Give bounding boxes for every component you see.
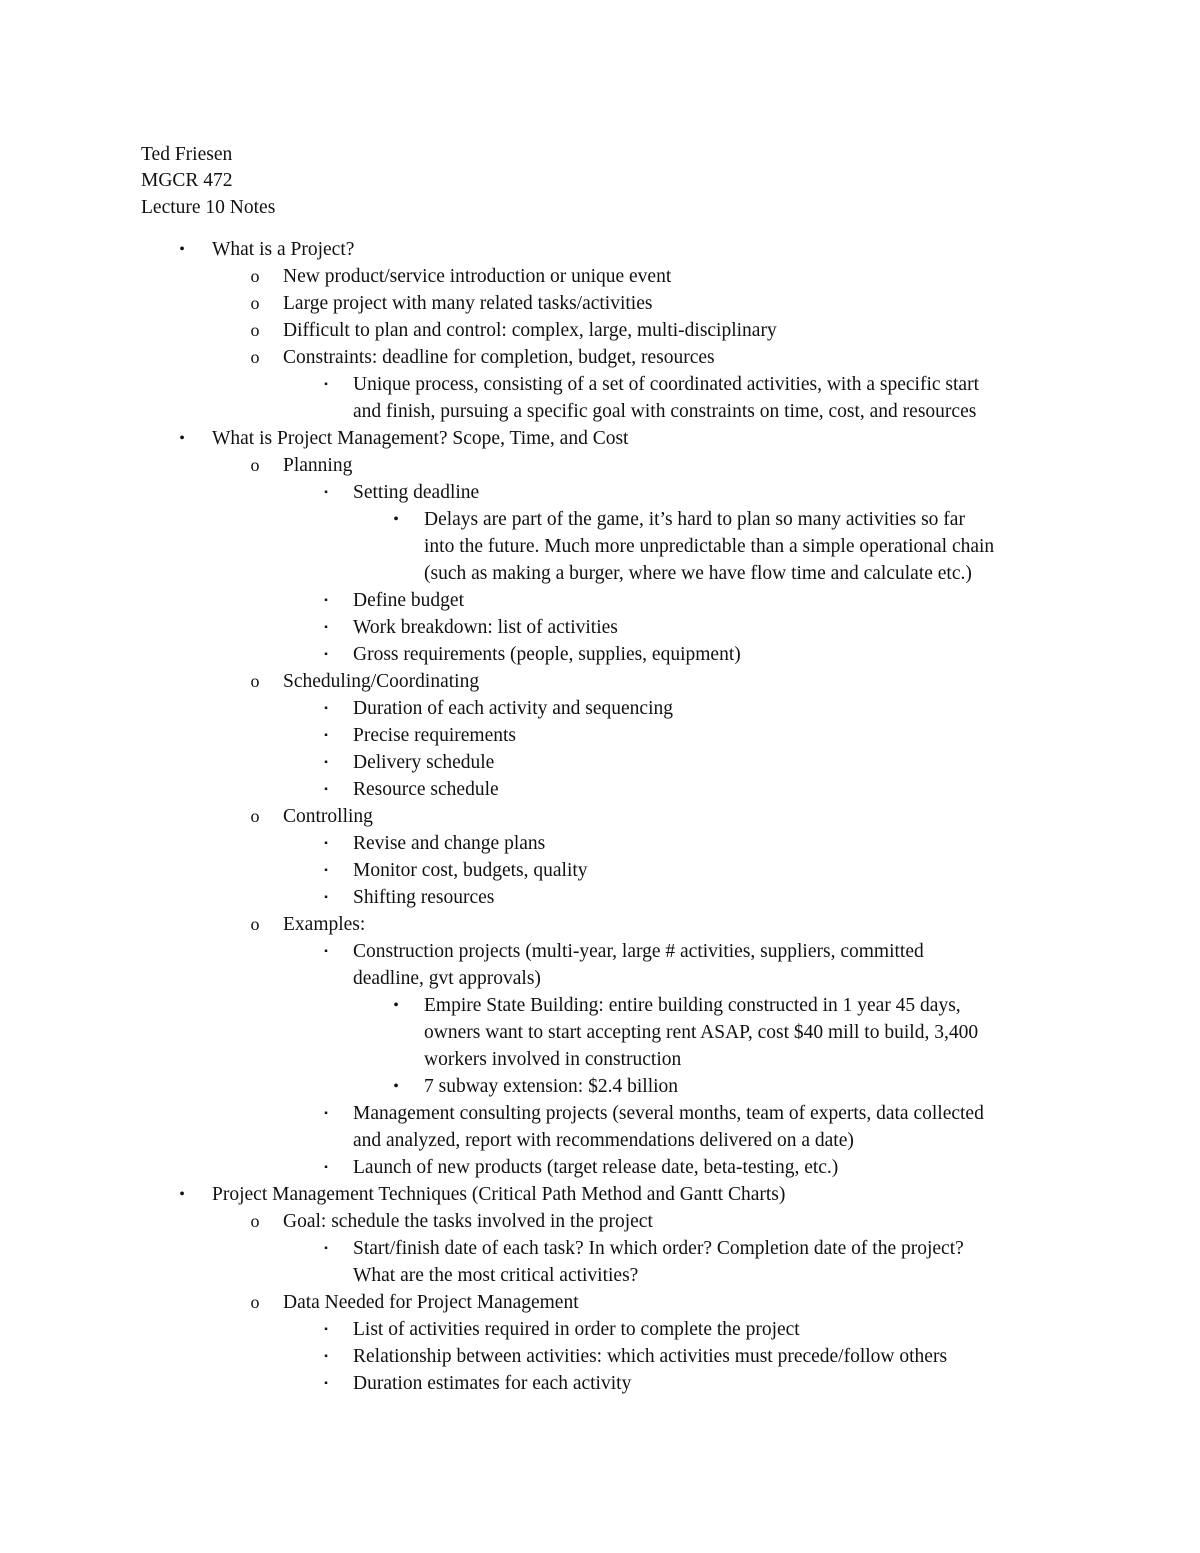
list-item-text: Precise requirements bbox=[353, 725, 516, 746]
list-item bbox=[0, 1046, 1200, 1073]
list-item-text: Duration of each activity and sequencing bbox=[353, 698, 674, 719]
list-item bbox=[0, 830, 1200, 857]
bullet-icon: • bbox=[393, 511, 399, 528]
list-item bbox=[0, 425, 1200, 452]
list-item-text: Scheduling/Coordinating bbox=[283, 671, 480, 692]
square-bullet-icon: ▪ bbox=[324, 838, 328, 849]
list-item-text: Relationship between activities: which activities must precede/follow others bbox=[353, 1346, 948, 1367]
square-bullet-icon: ▪ bbox=[324, 622, 328, 633]
circle-bullet-icon: o bbox=[250, 1292, 260, 1312]
circle-bullet-icon: o bbox=[250, 293, 260, 313]
list-item-text: Large project with many related tasks/activities bbox=[283, 293, 653, 314]
list-item bbox=[0, 452, 1200, 479]
circle-bullet-icon: o bbox=[250, 806, 260, 826]
list-item-text: Constraints: deadline for completion, budget, resources bbox=[283, 347, 715, 368]
list-item bbox=[0, 371, 1200, 398]
bullet-icon: • bbox=[179, 1186, 185, 1203]
bullet-icon: • bbox=[179, 430, 185, 447]
list-item-text: What is a Project? bbox=[212, 239, 355, 260]
square-bullet-icon: ▪ bbox=[324, 1378, 328, 1389]
list-item-text: Delays are part of the game, it’s hard to plan so many activities so far bbox=[424, 509, 965, 530]
list-item-text: Setting deadline bbox=[353, 482, 480, 503]
list-item bbox=[0, 1154, 1200, 1181]
list-item-text: Goal: schedule the tasks involved in the project bbox=[283, 1211, 653, 1232]
list-item-text: and finish, pursuing a specific goal with constraints on time, cost, and resources bbox=[353, 401, 977, 422]
list-item-text: What are the most critical activities? bbox=[353, 1265, 639, 1286]
square-bullet-icon: ▪ bbox=[324, 595, 328, 606]
list-item bbox=[0, 1316, 1200, 1343]
list-item-text: Construction projects (multi-year, large # activities, suppliers, committed bbox=[353, 941, 924, 962]
list-item bbox=[0, 1127, 1200, 1154]
circle-bullet-icon: o bbox=[250, 1211, 260, 1231]
list-item-text: List of activities required in order to complete the project bbox=[353, 1319, 800, 1340]
list-item bbox=[0, 1370, 1200, 1397]
list-item bbox=[0, 344, 1200, 371]
list-item bbox=[0, 1289, 1200, 1316]
square-bullet-icon: ▪ bbox=[324, 757, 328, 768]
list-item bbox=[0, 884, 1200, 911]
bullet-icon: • bbox=[393, 997, 399, 1014]
square-bullet-icon: ▪ bbox=[324, 1162, 328, 1173]
list-item bbox=[0, 1343, 1200, 1370]
circle-bullet-icon: o bbox=[250, 347, 260, 367]
list-item bbox=[0, 1181, 1200, 1208]
list-item-text: into the future. Much more unpredictable than a simple operational chain bbox=[424, 536, 995, 557]
list-item bbox=[0, 938, 1200, 965]
list-item-text: Unique process, consisting of a set of coordinated activities, with a specific start bbox=[353, 374, 979, 395]
list-item-text: New product/service introduction or unique event bbox=[283, 266, 672, 287]
list-item-text: Work breakdown: list of activities bbox=[353, 617, 618, 638]
list-item bbox=[0, 533, 1200, 560]
list-item-text: Empire State Building: entire building constructed in 1 year 45 days, bbox=[424, 995, 961, 1016]
bullet-icon: • bbox=[179, 241, 185, 258]
list-item-text: Gross requirements (people, supplies, equipment) bbox=[353, 644, 741, 665]
list-item bbox=[0, 587, 1200, 614]
square-bullet-icon: ▪ bbox=[324, 946, 328, 957]
list-item-text: Revise and change plans bbox=[353, 833, 546, 854]
list-item-text: Difficult to plan and control: complex, large, multi-disciplinary bbox=[283, 320, 777, 341]
list-item-text: workers involved in construction bbox=[424, 1049, 682, 1070]
list-item bbox=[0, 668, 1200, 695]
list-item bbox=[0, 398, 1200, 425]
circle-bullet-icon: o bbox=[250, 320, 260, 340]
bullet-icon: • bbox=[393, 1078, 399, 1095]
list-item bbox=[0, 857, 1200, 884]
square-bullet-icon: ▪ bbox=[324, 1324, 328, 1335]
list-item-text: owners want to start accepting rent ASAP, cost $40 mill to build, 3,400 bbox=[424, 1022, 979, 1043]
list-item-text: What is Project Management? Scope, Time, and Cost bbox=[212, 428, 629, 449]
list-item-text: Management consulting projects (several months, team of experts, data collected bbox=[353, 1103, 984, 1124]
list-item bbox=[0, 911, 1200, 938]
square-bullet-icon: ▪ bbox=[324, 865, 328, 876]
square-bullet-icon: ▪ bbox=[324, 649, 328, 660]
list-item-text: Project Management Techniques (Critical Path Method and Gantt Charts) bbox=[212, 1184, 786, 1205]
list-item bbox=[0, 992, 1200, 1019]
circle-bullet-icon: o bbox=[250, 671, 260, 691]
list-item bbox=[0, 641, 1200, 668]
circle-bullet-icon: o bbox=[250, 914, 260, 934]
list-item bbox=[0, 560, 1200, 587]
list-item-text: Start/finish date of each task? In which order? Completion date of the project? bbox=[353, 1238, 964, 1259]
square-bullet-icon: ▪ bbox=[324, 730, 328, 741]
list-item-text: Resource schedule bbox=[353, 779, 499, 800]
square-bullet-icon: ▪ bbox=[324, 379, 328, 390]
square-bullet-icon: ▪ bbox=[324, 703, 328, 714]
list-item-text: Launch of new products (target release date, beta-testing, etc.) bbox=[353, 1157, 839, 1178]
list-item bbox=[0, 290, 1200, 317]
list-item bbox=[0, 965, 1200, 992]
list-item-text: Controlling bbox=[283, 806, 373, 827]
list-item bbox=[0, 749, 1200, 776]
course-code: MGCR 472 bbox=[141, 170, 233, 191]
list-item-text: Define budget bbox=[353, 590, 465, 611]
list-item bbox=[0, 236, 1200, 263]
list-item-text: Shifting resources bbox=[353, 887, 495, 908]
square-bullet-icon: ▪ bbox=[324, 1108, 328, 1119]
list-item bbox=[0, 479, 1200, 506]
list-item-text: Delivery schedule bbox=[353, 752, 495, 773]
list-item bbox=[0, 614, 1200, 641]
list-item-text: Data Needed for Project Management bbox=[283, 1292, 579, 1313]
list-item bbox=[0, 1019, 1200, 1046]
list-item-text: Duration estimates for each activity bbox=[353, 1373, 632, 1394]
list-item bbox=[0, 1235, 1200, 1262]
list-item bbox=[0, 317, 1200, 344]
list-item bbox=[0, 695, 1200, 722]
document-title: Lecture 10 Notes bbox=[141, 197, 276, 218]
list-item-text: deadline, gvt approvals) bbox=[353, 968, 541, 989]
list-item-text: (such as making a burger, where we have flow time and calculate etc.) bbox=[424, 563, 972, 584]
list-item bbox=[0, 1262, 1200, 1289]
list-item bbox=[0, 776, 1200, 803]
list-item-text: Monitor cost, budgets, quality bbox=[353, 860, 588, 881]
list-item bbox=[0, 1073, 1200, 1100]
list-item-text: Planning bbox=[283, 455, 353, 476]
square-bullet-icon: ▪ bbox=[324, 892, 328, 903]
author-name: Ted Friesen bbox=[141, 144, 233, 165]
list-item-text: and analyzed, report with recommendations delivered on a date) bbox=[353, 1130, 854, 1151]
square-bullet-icon: ▪ bbox=[324, 784, 328, 795]
list-item bbox=[0, 803, 1200, 830]
square-bullet-icon: ▪ bbox=[324, 1351, 328, 1362]
list-item bbox=[0, 506, 1200, 533]
circle-bullet-icon: o bbox=[250, 266, 260, 286]
list-item bbox=[0, 1208, 1200, 1235]
square-bullet-icon: ▪ bbox=[324, 487, 328, 498]
list-item bbox=[0, 722, 1200, 749]
list-item bbox=[0, 1100, 1200, 1127]
circle-bullet-icon: o bbox=[250, 455, 260, 475]
square-bullet-icon: ▪ bbox=[324, 1243, 328, 1254]
list-item-text: Examples: bbox=[283, 914, 366, 935]
list-item bbox=[0, 263, 1200, 290]
list-item-text: 7 subway extension: $2.4 billion bbox=[424, 1076, 679, 1097]
